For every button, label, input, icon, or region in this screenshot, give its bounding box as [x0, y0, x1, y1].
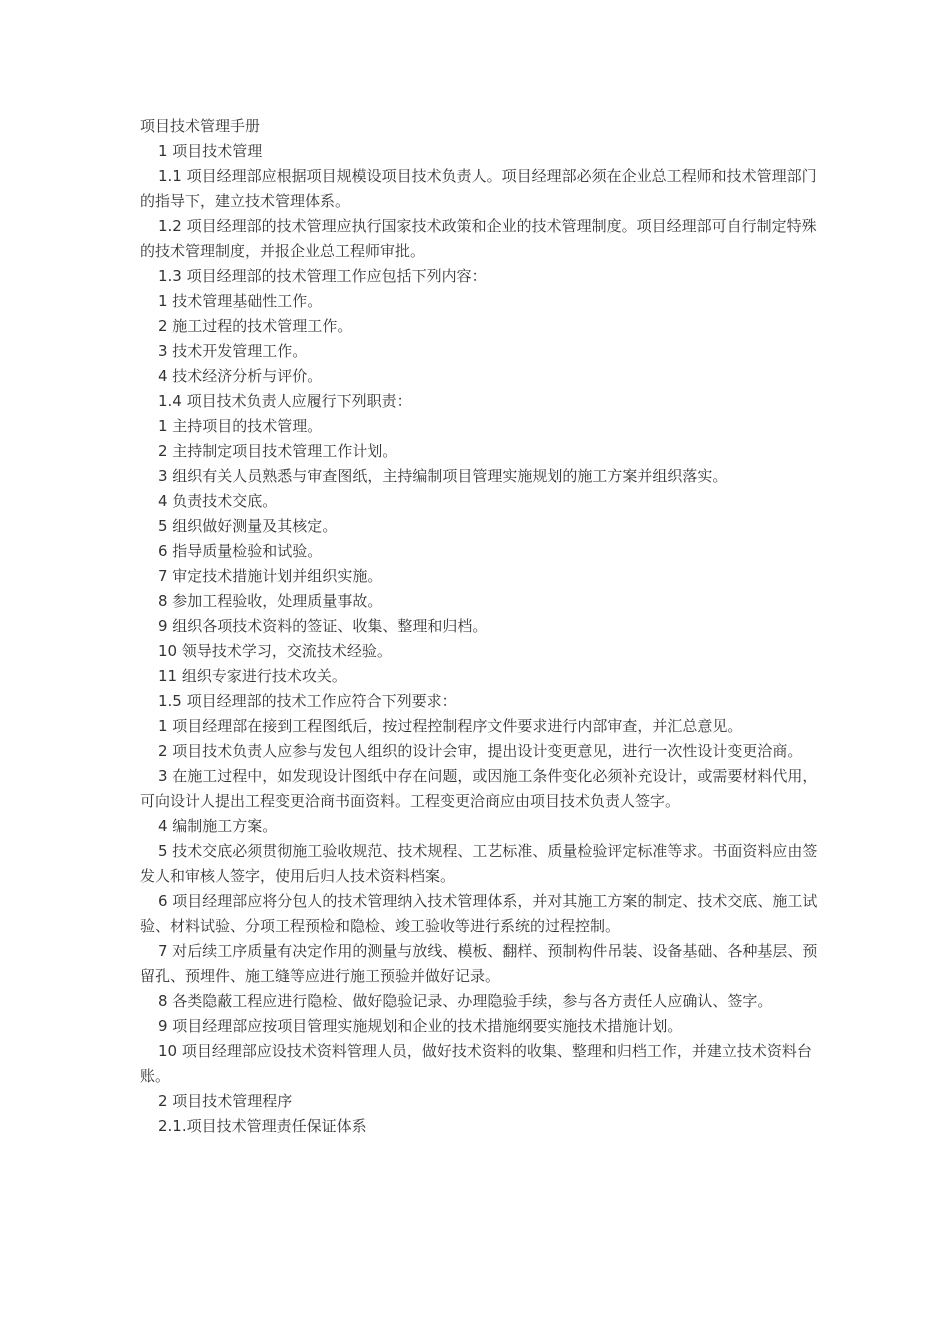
list-item: 5 技术交底必须贯彻施工验收规范、技术规程、工艺标准、质量检验评定标准等求。书面资料应由签发人和审核人签字，使用后归人技术资料档案。: [140, 842, 818, 885]
paragraph: 1.2 项目经理部的技术管理应执行国家技术政策和企业的技术管理制度。项目经理部可自行制定特殊的技术管理制度，并报企业总工程师审批。: [140, 217, 817, 260]
list-item: 1 技术管理基础性工作。: [158, 292, 323, 310]
list-item: 11 组织专家进行技术攻关。: [158, 667, 347, 685]
list-item: 6 指导质量检验和试验。: [158, 542, 323, 560]
list-item: 1 主持项目的技术管理。: [158, 417, 323, 435]
list-item: 4 编制施工方案。: [158, 817, 278, 835]
section-heading: 1 项目技术管理: [158, 142, 263, 160]
list-item: 10 项目经理部应设技术资料管理人员，做好技术资料的收集、整理和归档工作，并建立技术资料台账。: [140, 1042, 812, 1085]
list-item: 8 各类隐蔽工程应进行隐检、做好隐验记录、办理隐验手续，参与各方责任人应确认、签字。: [158, 992, 773, 1010]
list-item: 9 项目经理部应按项目管理实施规划和企业的技术措施纲要实施技术措施计划。: [158, 1017, 683, 1035]
list-item: 8 参加工程验收，处理质量事故。: [158, 592, 383, 610]
paragraph: 1.4 项目技术负责人应履行下列职责：: [158, 392, 412, 410]
paragraph: 1.5 项目经理部的技术工作应符合下列要求：: [158, 692, 457, 710]
list-item: 2 项目技术负责人应参与发包人组织的设计会审，提出设计变更意见，进行一次性设计变更洽商。: [158, 742, 803, 760]
list-item: 1 项目经理部在接到工程图纸后，按过程控制程序文件要求进行内部审查，并汇总意见。: [158, 717, 743, 735]
paragraph: 1.3 项目经理部的技术管理工作应包括下列内容：: [158, 267, 487, 285]
list-item: 3 技术开发管理工作。: [158, 342, 308, 360]
list-item: 10 领导技术学习，交流技术经验。: [158, 642, 392, 660]
list-item: 2 主持制定项目技术管理工作计划。: [158, 442, 398, 460]
list-item: 4 技术经济分析与评价。: [158, 367, 323, 385]
document-body: [140, 114, 820, 1139]
section-heading: 2 项目技术管理程序: [158, 1092, 293, 1110]
paragraph: 1.1 项目经理部应根据项目规模设项目技术负责人。项目经理部必须在企业总工程师和技术管理部门的指导下，建立技术管理体系。: [140, 167, 817, 210]
list-item: 3 组织有关人员熟悉与审查图纸，主持编制项目管理实施规划的施工方案并组织落实。: [158, 467, 728, 485]
list-item: 7 审定技术措施计划并组织实施。: [158, 567, 383, 585]
list-item: 9 组织各项技术资料的签证、收集、整理和归档。: [158, 617, 488, 635]
list-item: 7 对后续工序质量有决定作用的测量与放线、模板、翻样、预制构件吊装、设备基础、各种基层、预留孔、预埋件、施工缝等应进行施工预验并做好记录。: [140, 942, 818, 985]
list-item: 3 在施工过程中，如发现设计图纸中存在问题，或因施工条件变化必须补充设计，或需要材料代用，可向设计人提出工程变更洽商书面资料。工程变更洽商应由项目技术负责人签字。: [140, 767, 818, 810]
document-title: 项目技术管理手册: [140, 117, 261, 135]
list-item: 5 组织做好测量及其核定。: [158, 517, 338, 535]
subsection-heading: 2.1.项目技术管理责任保证体系: [158, 1117, 367, 1135]
list-item: 6 项目经理部应将分包人的技术管理纳入技术管理体系，并对其施工方案的制定、技术交底、施工试验、材料试验、分项工程预检和隐检、竣工验收等进行系统的过程控制。: [140, 892, 818, 935]
list-item: 4 负责技术交底。: [158, 492, 278, 510]
list-item: 2 施工过程的技术管理工作。: [158, 317, 353, 335]
